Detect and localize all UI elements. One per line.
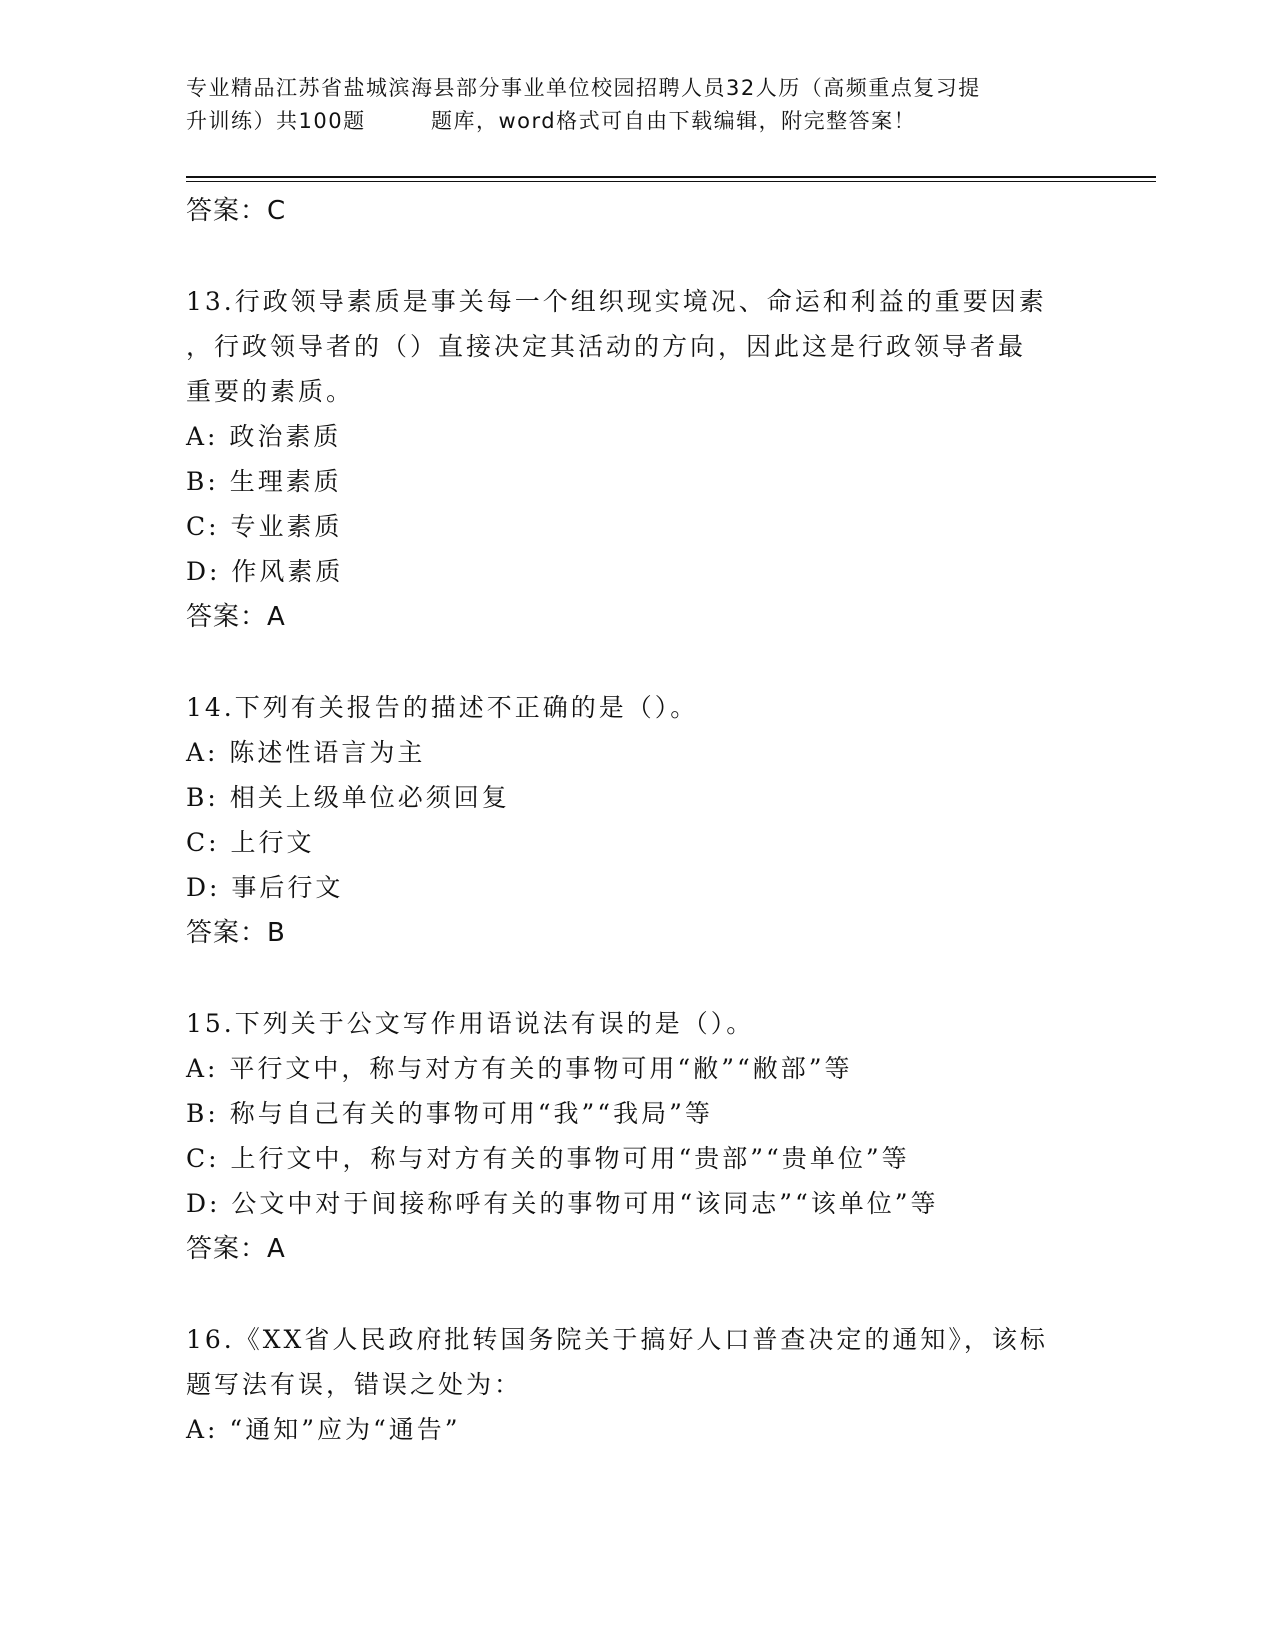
question-14 <box>186 685 1086 956</box>
question-16 <box>186 1317 1086 1452</box>
question-stem: 15.下列关于公文写作用语说法有误的是（）。 <box>186 1009 755 1038</box>
spacer <box>186 640 1086 685</box>
header-rule-thin <box>186 181 1156 182</box>
header-line-1: 专业精品江苏省盐城滨海县部分事业单位校园招聘人员32人历（高频重点复习提 <box>186 76 981 100</box>
option-c: C: 上行文中，称与对方有关的事物可用“贵部”“贵单位”等 <box>186 1144 910 1173</box>
option-a: A: 政治素质 <box>186 422 342 451</box>
question-stem: 13.行政领导素质是事关每一个组织现实境况、命运和利益的重要因素 <box>186 287 1047 316</box>
answer-line: 答案：C <box>186 196 287 226</box>
option-a: A: “通知”应为“通告” <box>186 1415 461 1444</box>
option-b: B: 相关上级单位必须回复 <box>186 783 510 812</box>
option-b: B: 称与自己有关的事物可用“我”“我局”等 <box>186 1099 713 1128</box>
option-c: C: 上行文 <box>186 828 315 857</box>
option-d: D: 作风素质 <box>186 557 344 586</box>
question-stem: 14.下列有关报告的描述不正确的是（）。 <box>186 693 699 722</box>
question-stem: 重要的素质。 <box>186 377 355 406</box>
question-stem: 16.《XX省人民政府批转国务院关于搞好人口普查决定的通知》，该标 <box>186 1325 1048 1354</box>
answer-line: 答案：A <box>186 602 286 632</box>
option-a: A: 陈述性语言为主 <box>186 738 426 767</box>
question-stem: 题写法有误，错误之处为： <box>186 1370 523 1399</box>
option-b: B: 生理素质 <box>186 467 342 496</box>
header-rule-thick <box>186 176 1156 178</box>
question-15 <box>186 1001 1086 1272</box>
spacer <box>186 1272 1086 1317</box>
answer-line: 答案：B <box>186 918 286 948</box>
question-stem: ，行政领导者的（）直接决定其活动的方向，因此这是行政领导者最 <box>186 332 1027 361</box>
header-line-2: 升训练）共100题 题库，word格式可自由下载编辑，附完整答案！ <box>186 109 917 133</box>
document-header <box>186 72 1086 138</box>
spacer <box>186 956 1086 1001</box>
option-d: D: 事后行文 <box>186 873 344 902</box>
option-c: C: 专业素质 <box>186 512 343 541</box>
spacer <box>186 234 1086 279</box>
option-a: A: 平行文中，称与对方有关的事物可用“敝”“敝部”等 <box>186 1054 853 1083</box>
question-13 <box>186 279 1086 640</box>
option-d: D: 公文中对于间接称呼有关的事物可用“该同志”“该单位”等 <box>186 1189 939 1218</box>
document-body <box>186 188 1086 1452</box>
answer-line: 答案：A <box>186 1234 286 1264</box>
